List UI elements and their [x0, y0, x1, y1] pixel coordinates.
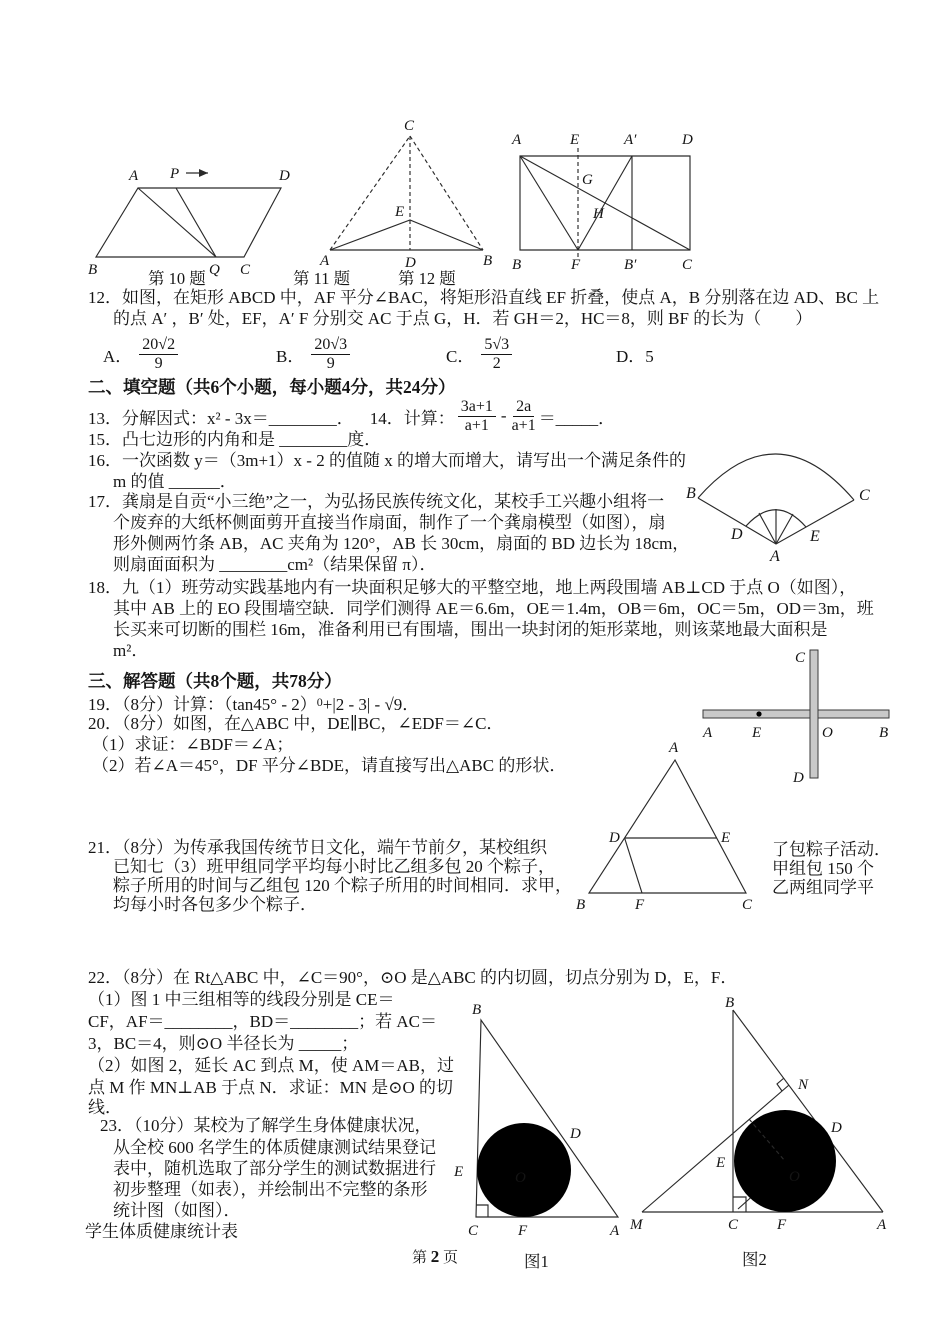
fig1-label-e: E [454, 1164, 464, 1180]
q12-line2: 的点 A′ ，B′ 处，EF，A′ F 分别交 AC 于点 G，H．若 GH＝2，HC＝8，则 BF 的长为（ ） [113, 309, 813, 328]
fig11-label-b: B [483, 253, 493, 269]
q14-frac2-num: 2a [513, 398, 534, 417]
q18-line4: m²． [113, 641, 149, 660]
option-c-numerator: 5√3 [481, 336, 512, 355]
figure-q22-fig2-incircle [628, 995, 893, 1237]
fig11-label-d: D [405, 255, 416, 271]
q21-right-line1: 了包粽子活动． [772, 840, 891, 859]
tri20-label-f: F [635, 897, 645, 913]
fig1-label-o: O [515, 1170, 526, 1186]
q22-line1: 22．（8分）在 Rt△ABC 中，∠C＝90°，⊙O 是△ABC 的内切圆，切点分别为 D，E，F． [88, 968, 738, 987]
q19-part1: 19．（8分）计算：（tan45° - 2） [88, 694, 317, 714]
fig1-label-d: D [570, 1126, 581, 1142]
arrow-right-icon [199, 169, 208, 177]
q12-option-c [446, 331, 515, 377]
fig10-label-p: P [170, 166, 180, 182]
fig2-caption: 图2 [742, 1250, 767, 1269]
fig2-label-a: A [877, 1217, 887, 1233]
fig12-label-b: B [512, 257, 522, 273]
tri20-label-b: B [576, 897, 586, 913]
section-3-header: 三、解答题（共8个题，共78分） [88, 671, 342, 691]
option-a-label: A． [103, 346, 133, 366]
fig2-label-c: C [728, 1217, 739, 1233]
q22-left-line2: CF，AF＝________，BD＝________；若 AC＝ [88, 1012, 438, 1031]
option-c-label: C． [446, 346, 475, 366]
center-o-dot [524, 1162, 528, 1166]
q19-part2: +|2 - 3| - √9． [322, 694, 420, 714]
tri20-label-e: E [721, 830, 731, 846]
q18-line1: 18．九（1）班劳动实践基地内有一块面积足够大的平整空地，地上两段围墙 AB⊥CD 于点 O（如图）， [88, 578, 857, 597]
q15-text: 15．凸七边形的内角和是 ________度． [88, 430, 382, 449]
q23-line1: 23．（10分）某校为了解学生身体健康状况， [100, 1116, 432, 1135]
q14-suffix: ＝_____． [538, 408, 616, 428]
footer-prefix: 第 [412, 1250, 431, 1266]
fig12-label-h: H [593, 206, 604, 222]
q21-right-line3: 乙两组同学平 [772, 878, 874, 897]
option-b-label: B． [276, 346, 305, 366]
q20-line1: 20．（8分）如图，在△ABC 中，DE∥BC，∠EDF＝∠C． [88, 714, 504, 733]
cross-label-a: A [703, 725, 713, 741]
fig1-label-c: C [468, 1223, 479, 1239]
fig10-label-b: B [88, 262, 98, 278]
fig2-label-e: E [716, 1155, 726, 1171]
fig11-caption: 第 11 题 [293, 269, 351, 288]
q17-line4: 则扇面面积为 ________cm²（结果保留 π）． [113, 555, 437, 574]
option-c-denominator: 2 [492, 354, 501, 372]
center-o-dot [783, 1159, 787, 1163]
q14-frac1-num: 3a+1 [458, 398, 496, 417]
q19-row: 19．（8分）计算：（tan45° - 2） 0 +|2 - 3| - √9． [88, 691, 419, 713]
fig12-label-a: A [512, 132, 522, 148]
tri20-label-a: A [669, 740, 679, 756]
fig1-label-b: B [472, 1002, 482, 1018]
q23-line4: 初步整理（如表），并绘制出不完整的条形 [113, 1180, 428, 1199]
fig12-label-c: C [682, 257, 693, 273]
fig12-label-f: F [571, 257, 581, 273]
figure-q22-fig1-incircle [448, 998, 628, 1250]
fig12-label-e: E [570, 132, 580, 148]
q16-line2: m 的值 ______． [113, 472, 237, 491]
fig2-label-o: O [789, 1169, 800, 1185]
figure-q10-parallelogram [86, 162, 301, 277]
fig2-label-d: D [831, 1120, 842, 1136]
q22-left-line5: 点 M 作 MN⊥AB 于点 N．求证：MN 是⊙O 的切 [88, 1078, 454, 1097]
figure-q17-fan [686, 436, 886, 568]
q23-table-title: 学生体质健康统计表 [85, 1222, 238, 1241]
option-a-numerator: 20√2 [139, 336, 178, 355]
q22-left-line1: （1）图 1 中三组相等的线段分别是 CE＝ [88, 990, 395, 1009]
fan-label-e: E [810, 528, 820, 545]
fig2-label-f: F [777, 1217, 787, 1233]
q13-text: 13．分解因式：x² - 3x＝________． [88, 408, 354, 428]
figure-q20-triangle [566, 738, 766, 913]
q14-prefix: 14．计算： [369, 408, 455, 428]
fig1-caption: 图1 [524, 1252, 549, 1271]
q21-right-line2: 甲组包 150 个 [772, 859, 874, 878]
section-2-header: 二、填空题（共6个小题，每小题4分，共24分） [88, 377, 456, 397]
q23-line5: 统计图（如图）． [113, 1201, 241, 1220]
cross-label-c: C [795, 650, 806, 666]
fan-label-a: A [770, 548, 780, 565]
fig12-label-a-prime: A′ [624, 132, 637, 148]
fig10-caption: 第 10 题 [148, 269, 206, 288]
option-a-denominator: 9 [154, 354, 163, 372]
q22-left-line3: 3，BC＝4，则⊙O 半径长为 _____； [88, 1034, 359, 1053]
fig11-label-c: C [404, 118, 415, 134]
cross-label-b: B [879, 725, 889, 741]
q23-line2: 从全校 600 名学生的体质健康测试结果登记 [113, 1138, 436, 1157]
figure-q12-rectangle [508, 128, 703, 276]
fig10-label-d: D [279, 168, 290, 184]
q14-frac1-den: a+1 [464, 416, 489, 434]
footer-page-number: 2 [430, 1247, 440, 1266]
fig12-label-b-prime: B′ [624, 257, 637, 273]
fig11-label-e: E [395, 204, 405, 220]
fig10-label-a: A [129, 168, 139, 184]
q21-left-line3: 粽子所用的时间与乙组包 120 个粽子所用的时间相同．求甲， [113, 876, 572, 895]
q22-left-line6: 线． [88, 1098, 122, 1117]
q21-left-line2: 已知七（3）班甲组同学平均每小时比乙组多包 20 个粽子， [113, 857, 555, 876]
fig12-caption: 第 12 题 [398, 269, 456, 288]
q17-line1: 17．龚扇是自贡“小三绝”之一，为弘扬民族传统文化，某校手工兴趣小组将一 [88, 492, 665, 511]
q12-option-a [103, 331, 181, 377]
q23-line3: 表中，随机选取了部分学生的测试数据进行 [113, 1159, 436, 1178]
tri20-label-d: D [609, 830, 620, 846]
q20-line3: （2）若∠A＝45°，DF 平分∠BDE，请直接写出△ABC 的形状． [92, 756, 567, 775]
q18-line2: 其中 AB 上的 EO 段围墙空缺．同学们测得 AE＝6.6m，OE＝1.4m，OB＝6m，OC＝5m，OD＝3m，班 [113, 599, 874, 618]
q14-minus: - [500, 406, 507, 425]
q17-line3: 形外侧两竹条 AB，AC 夹角为 120°，AB 长 30cm，扇面的 BD 边长为 18cm， [113, 534, 690, 553]
cross-label-d: D [793, 770, 804, 786]
option-d-label: D．5 [616, 346, 654, 366]
q14-frac2-den: a+1 [511, 416, 536, 434]
fig11-label-a: A [320, 253, 330, 269]
option-b-numerator: 20√3 [311, 336, 350, 355]
q12-option-d [616, 331, 654, 377]
cross-label-o: O [822, 725, 833, 741]
figure-q11-triangle [320, 118, 495, 270]
q20-line2: （1）求证：∠BDF＝∠A； [92, 735, 294, 754]
fig1-label-a: A [610, 1223, 620, 1239]
q21-left-line4: 均每小时各包多少个粽子． [113, 895, 317, 914]
q16-line1: 16．一次函数 y＝（3m+1）x - 2 的值随 x 的增大而增大，请写出一个满足条件的 [88, 451, 686, 470]
fig2-label-b: B [725, 995, 735, 1011]
q22-left-line4: （2）如图 2，延长 AC 到点 M，使 AM＝AB，过 [88, 1056, 454, 1075]
q18-line3: 长买来可切断的围栏 16m，准备利用已有围墙，围出一块封闭的矩形菜地，则该菜地最大面积是 [113, 620, 828, 639]
fan-label-b: B [686, 485, 696, 502]
q21-left-line1: 21．（8分）为传承我国传统节日文化，端午节前夕，某校组织 [88, 838, 547, 857]
fan-label-d: D [731, 526, 743, 543]
q12-line1: 12．如图，在矩形 ABCD 中，AF 平分∠BAC，将矩形沿直线 EF 折叠，使点 A，B 分别落在边 AD、BC 上 [88, 288, 880, 307]
fig1-label-f: F [518, 1223, 528, 1239]
fig12-label-g: G [582, 172, 593, 188]
fig10-label-c: C [240, 262, 251, 278]
cross-label-e: E [752, 725, 762, 741]
q12-option-b [276, 331, 353, 377]
page-footer [412, 1246, 458, 1267]
option-b-denominator: 9 [326, 354, 335, 372]
fig12-label-d: D [682, 132, 693, 148]
fig2-label-n: N [798, 1077, 809, 1093]
fig10-label-q: Q [209, 262, 220, 278]
fig2-label-m: M [630, 1217, 643, 1233]
fan-label-c: C [859, 487, 870, 504]
q17-line2: 个废弃的大纸杯侧面剪开直接当作扇面，制作了一个龚扇模型（如图），扇 [113, 513, 666, 532]
tri20-label-c: C [742, 897, 753, 913]
point-e-dot [756, 711, 761, 716]
footer-suffix: 页 [439, 1250, 459, 1266]
